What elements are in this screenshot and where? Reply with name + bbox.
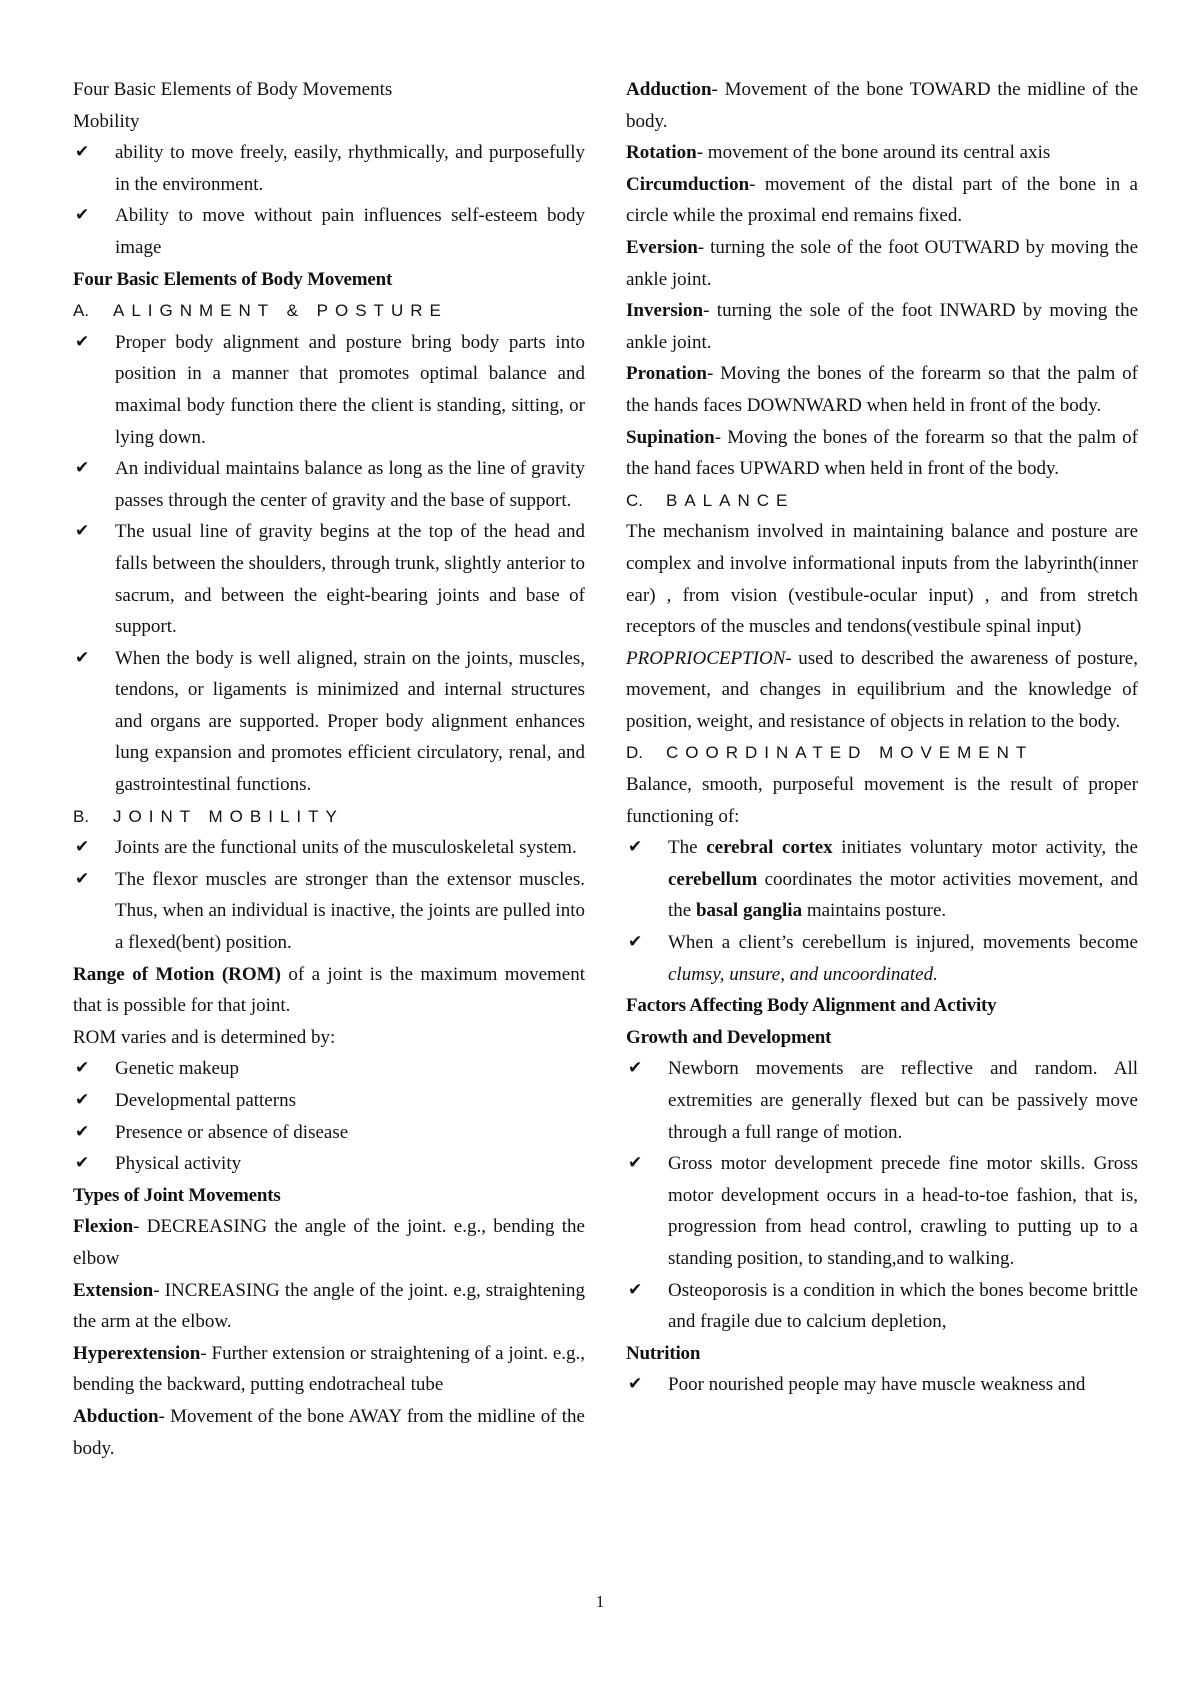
left-column: [73, 74, 585, 1464]
check-mark-icon: ✔: [75, 1058, 90, 1079]
movement-definition: Inversion- turning the sole of the foot INWARD by moving the ankle joint.: [626, 300, 1138, 353]
rom-list: [73, 1053, 585, 1179]
section-a-heading: A. ALIGNMENT & POSTURE: [73, 301, 448, 321]
check-mark-icon: ✔: [628, 932, 643, 953]
check-mark-icon: ✔: [628, 1153, 643, 1174]
elements-heading: Four Basic Elements of Body Movement: [73, 268, 393, 290]
list-item: ✔ Presence or absence of disease: [73, 1117, 585, 1149]
movement-definition: Abduction- Movement of the bone AWAY from the midline of the body.: [73, 1405, 585, 1459]
movement-definition: Flexion- DECREASING the angle of the joint. e.g., bending the elbow: [73, 1216, 585, 1269]
factors-heading: Factors Affecting Body Alignment and Activity: [626, 995, 997, 1017]
list-item: ✔ The cerebral cortex initiates voluntary motor activity, the cerebellum coordinates the motor activities movement, and the basal ganglia maintains posture.: [626, 832, 1138, 927]
check-mark-icon: ✔: [628, 1058, 643, 1079]
check-mark-icon: ✔: [75, 1121, 90, 1142]
page-number: 1: [595, 1592, 605, 1611]
check-mark-icon: ✔: [75, 868, 90, 889]
list-item: ✔ Osteoporosis is a condition in which the bones become brittle and fragile due to calcium depletion,: [626, 1275, 1138, 1338]
rom-varies: ROM varies and is determined by:: [73, 1026, 336, 1048]
check-mark-icon: ✔: [628, 1374, 643, 1395]
movement-definition: Eversion- turning the sole of the foot OUTWARD by moving the ankle joint.: [626, 236, 1138, 290]
document-title: Four Basic Elements of Body Movements: [73, 79, 393, 100]
check-mark-icon: ✔: [75, 205, 90, 226]
movement-definition: Supination- Moving the bones of the forearm so that the palm of the hand faces UPWARD when held in front of the body.: [626, 426, 1138, 480]
nutrition-list: [626, 1369, 1138, 1401]
right-column: [626, 74, 1138, 1401]
mobility-heading: Mobility: [73, 110, 140, 132]
growth-heading: Growth and Development: [626, 1026, 832, 1048]
check-mark-icon: ✔: [75, 142, 90, 163]
movement-definition: Circumduction- movement of the distal part of the bone in a circle while the proximal end remains fixed.: [626, 173, 1138, 227]
coordination-paragraph: Balance, smooth, purposeful movement is the result of proper functioning of:: [626, 774, 1138, 827]
balance-paragraph: The mechanism involved in maintaining balance and posture are complex and involve informational inputs from the labyrinth(inner ear) , from vision (vestibule-ocular input) , and from stretch receptors of the muscles and tendons(vestibule spinal input): [626, 521, 1138, 638]
list-item: ✔ Joints are the functional units of the musculoskeletal system.: [73, 832, 585, 864]
check-mark-icon: ✔: [628, 837, 643, 858]
movement-definition: Pronation- Moving the bones of the forearm so that the palm of the hands faces DOWNWARD when held in front of the body.: [626, 363, 1138, 416]
movement-definition: Extension- INCREASING the angle of the joint. e.g, straightening the arm at the elbow.: [73, 1279, 585, 1333]
list-item: ✔ Proper body alignment and posture bring body parts into position in a manner that promotes optimal balance and maximal body function there the client is standing, sitting, or lying down.: [73, 327, 585, 453]
list-item: ✔ An individual maintains balance as long as the line of gravity passes through the center of gravity and the base of support.: [73, 453, 585, 516]
check-mark-icon: ✔: [75, 1090, 90, 1110]
alignment-list: [73, 327, 585, 801]
mobility-list: [73, 137, 585, 263]
list-item: ✔ Developmental patterns: [73, 1085, 585, 1117]
check-mark-icon: ✔: [75, 647, 90, 668]
list-item: ✔ Physical activity: [73, 1148, 585, 1180]
check-mark-icon: ✔: [75, 458, 90, 479]
list-item: ✔ ability to move freely, easily, rhythmically, and purposefully in the environment.: [73, 137, 585, 200]
check-mark-icon: ✔: [628, 1279, 643, 1300]
section-d-heading: D. COORDINATED MOVEMENT: [626, 743, 1034, 763]
growth-list: [626, 1053, 1138, 1337]
list-item: ✔ Ability to move without pain influences self-esteem body image: [73, 200, 585, 263]
list-item: ✔ Gross motor development precede fine motor skills. Gross motor development occurs in a head-to-toe fashion, that is, progression from head control, crawling to putting up to a standing position, to standing,and to walking.: [626, 1148, 1138, 1274]
check-mark-icon: ✔: [75, 1153, 90, 1174]
joint-list: [73, 832, 585, 958]
section-b-heading: B. JOINT MOBILITY: [73, 806, 344, 826]
nutrition-heading: Nutrition: [626, 1342, 701, 1364]
coordination-list: [626, 832, 1138, 990]
list-item: ✔ Genetic makeup: [73, 1053, 585, 1085]
movement-definition: Hyperextension- Further extension or straightening of a joint. e.g., bending the backward, putting endotracheal tube: [73, 1342, 585, 1396]
section-c-heading: C. BALANCE: [626, 490, 795, 510]
list-item: ✔ The flexor muscles are stronger than the extensor muscles. Thus, when an individual is inactive, the joints are pulled into a flexed(bent) position.: [73, 864, 585, 959]
proprioception-paragraph: PROPRIOCEPTION- used to described the awareness of posture, movement, and changes in equilibrium and the knowledge of position, weight, and resistance of objects in relation to the body.: [626, 647, 1138, 732]
list-item: ✔ The usual line of gravity begins at the top of the head and falls between the shoulders, through trunk, slightly anterior to sacrum, and between the eight-bearing joints and base of support.: [73, 516, 585, 642]
check-mark-icon: ✔: [75, 521, 90, 542]
list-item: ✔ Poor nourished people may have muscle weakness and: [626, 1369, 1138, 1401]
check-mark-icon: ✔: [75, 837, 90, 858]
list-item: ✔ Newborn movements are reflective and random. All extremities are generally flexed but can be passively move through a full range of motion.: [626, 1053, 1138, 1148]
types-heading: Types of Joint Movements: [73, 1184, 281, 1206]
rom-definition: Range of Motion (ROM) of a joint is the maximum movement that is possible for that joint.: [73, 963, 585, 1017]
list-item: ✔ When a client’s cerebellum is injured, movements become clumsy, unsure, and uncoordinated.: [626, 927, 1138, 990]
movement-definition: Rotation- movement of the bone around its central axis: [626, 142, 1051, 164]
movement-definition: Adduction- Movement of the bone TOWARD the midline of the body.: [626, 79, 1138, 132]
check-mark-icon: ✔: [75, 331, 90, 352]
list-item: ✔ When the body is well aligned, strain on the joints, muscles, tendons, or ligaments is minimized and internal structures and organs are supported. Proper body alignment enhances lung expansion and promotes efficient circulatory, renal, and gastrointestinal functions.: [73, 643, 585, 801]
